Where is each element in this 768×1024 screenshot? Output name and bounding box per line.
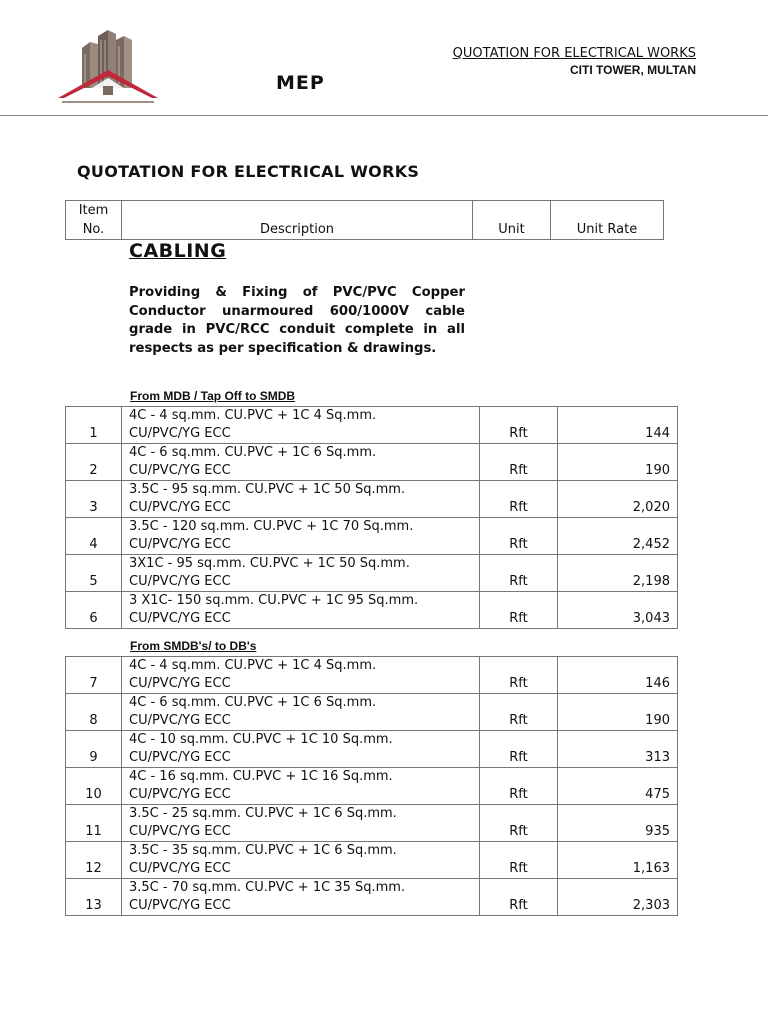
description-line: CU/PVC/YG ECC	[129, 898, 231, 913]
item-description	[122, 657, 480, 694]
description-line: 3.5C - 70 sq.mm. CU.PVC + 1C 35 Sq.mm.	[129, 880, 406, 895]
table-header	[65, 200, 664, 240]
description-line: CU/PVC/YG ECC	[129, 750, 231, 765]
table-row	[66, 444, 678, 481]
group-table-2	[65, 656, 678, 916]
item-unit: Rft	[480, 592, 558, 629]
item-rate: 146	[558, 657, 678, 694]
item-rate: 2,452	[558, 518, 678, 555]
description-line: 3X1C - 95 sq.mm. CU.PVC + 1C 50 Sq.mm.	[129, 556, 410, 571]
item-description	[122, 842, 480, 879]
header-project: CITI TOWER, MULTAN	[570, 63, 696, 77]
item-description	[122, 518, 480, 555]
description-line: 3.5C - 95 sq.mm. CU.PVC + 1C 50 Sq.mm.	[129, 482, 406, 497]
item-description	[122, 768, 480, 805]
table-row	[66, 518, 678, 555]
item-unit: Rft	[480, 694, 558, 731]
item-no: 13	[66, 879, 122, 916]
description-line: 3.5C - 120 sq.mm. CU.PVC + 1C 70 Sq.mm.	[129, 519, 414, 534]
item-unit: Rft	[480, 444, 558, 481]
item-description	[122, 592, 480, 629]
description-line: 3.5C - 25 sq.mm. CU.PVC + 1C 6 Sq.mm.	[129, 806, 397, 821]
col-no-label: No.	[82, 222, 105, 237]
table-row	[66, 592, 678, 629]
item-no: 5	[66, 555, 122, 592]
item-description	[122, 444, 480, 481]
item-unit: Rft	[480, 805, 558, 842]
table-header-row	[66, 201, 664, 240]
item-rate: 2,020	[558, 481, 678, 518]
description-line: CU/PVC/YG ECC	[129, 824, 231, 839]
description-line: CU/PVC/YG ECC	[129, 713, 231, 728]
description-line: 4C - 6 sq.mm. CU.PVC + 1C 6 Sq.mm.	[129, 445, 377, 460]
description-line: 4C - 10 sq.mm. CU.PVC + 1C 10 Sq.mm.	[129, 732, 393, 747]
item-no: 6	[66, 592, 122, 629]
item-description	[122, 555, 480, 592]
description-line: 4C - 6 sq.mm. CU.PVC + 1C 6 Sq.mm.	[129, 695, 377, 710]
item-no: 1	[66, 407, 122, 444]
brand-mep: MEP	[276, 72, 325, 94]
item-rate: 935	[558, 805, 678, 842]
item-unit: Rft	[480, 657, 558, 694]
col-unit: Unit	[473, 201, 551, 240]
section-spec: Providing & Fixing of PVC/PVC Copper Conductor unarmoured 600/1000V cable grade in PVC/RCC conduit complete in all respects as per specification & drawings.	[129, 285, 465, 356]
item-rate: 1,163	[558, 842, 678, 879]
description-line: 3.5C - 35 sq.mm. CU.PVC + 1C 6 Sq.mm.	[129, 843, 397, 858]
item-no: 3	[66, 481, 122, 518]
item-description	[122, 407, 480, 444]
group-table-1	[65, 406, 678, 629]
table-row	[66, 879, 678, 916]
description-line: CU/PVC/YG ECC	[129, 537, 231, 552]
section-heading: CABLING	[129, 240, 227, 262]
table-row	[66, 694, 678, 731]
group-title: From SMDB's/ to DB's	[130, 639, 257, 653]
item-unit: Rft	[480, 842, 558, 879]
item-description	[122, 694, 480, 731]
item-unit: Rft	[480, 555, 558, 592]
table-row	[66, 731, 678, 768]
col-description: Description	[122, 201, 473, 240]
company-logo	[54, 26, 162, 106]
item-rate: 144	[558, 407, 678, 444]
description-line: CU/PVC/YG ECC	[129, 500, 231, 515]
item-no: 4	[66, 518, 122, 555]
item-unit: Rft	[480, 518, 558, 555]
col-item-no	[66, 201, 122, 240]
item-unit: Rft	[480, 731, 558, 768]
description-line: CU/PVC/YG ECC	[129, 574, 231, 589]
description-line: CU/PVC/YG ECC	[129, 861, 231, 876]
item-description	[122, 879, 480, 916]
item-unit: Rft	[480, 481, 558, 518]
item-description	[122, 731, 480, 768]
table-row	[66, 768, 678, 805]
table-row	[66, 555, 678, 592]
item-no: 12	[66, 842, 122, 879]
description-line: CU/PVC/YG ECC	[129, 676, 231, 691]
description-line: 4C - 4 sq.mm. CU.PVC + 1C 4 Sq.mm.	[129, 658, 377, 673]
item-no: 2	[66, 444, 122, 481]
item-rate: 2,303	[558, 879, 678, 916]
table-row	[66, 805, 678, 842]
item-rate: 190	[558, 694, 678, 731]
item-rate: 475	[558, 768, 678, 805]
description-line: 3 X1C- 150 sq.mm. CU.PVC + 1C 95 Sq.mm.	[129, 593, 419, 608]
col-unit-rate: Unit Rate	[551, 201, 664, 240]
item-rate: 313	[558, 731, 678, 768]
description-line: 4C - 4 sq.mm. CU.PVC + 1C 4 Sq.mm.	[129, 408, 377, 423]
table-row	[66, 481, 678, 518]
item-unit: Rft	[480, 879, 558, 916]
item-rate: 3,043	[558, 592, 678, 629]
description-line: CU/PVC/YG ECC	[129, 787, 231, 802]
header-title: QUOTATION FOR ELECTRICAL WORKS	[452, 46, 696, 61]
description-line: CU/PVC/YG ECC	[129, 463, 231, 478]
description-line: CU/PVC/YG ECC	[129, 611, 231, 626]
item-no: 7	[66, 657, 122, 694]
document-title: QUOTATION FOR ELECTRICAL WORKS	[77, 162, 420, 181]
item-rate: 2,198	[558, 555, 678, 592]
item-unit: Rft	[480, 768, 558, 805]
item-no: 10	[66, 768, 122, 805]
item-description	[122, 805, 480, 842]
group-title: From MDB / Tap Off to SMDB	[130, 389, 296, 403]
header-info	[453, 46, 696, 77]
item-no: 9	[66, 731, 122, 768]
header-divider	[0, 115, 768, 116]
item-unit: Rft	[480, 407, 558, 444]
item-no: 8	[66, 694, 122, 731]
col-item-label: Item	[78, 203, 109, 218]
table-row	[66, 842, 678, 879]
item-no: 11	[66, 805, 122, 842]
description-line: CU/PVC/YG ECC	[129, 426, 231, 441]
item-description	[122, 481, 480, 518]
table-row	[66, 407, 678, 444]
description-line: 4C - 16 sq.mm. CU.PVC + 1C 16 Sq.mm.	[129, 769, 393, 784]
table-row	[66, 657, 678, 694]
item-rate: 190	[558, 444, 678, 481]
